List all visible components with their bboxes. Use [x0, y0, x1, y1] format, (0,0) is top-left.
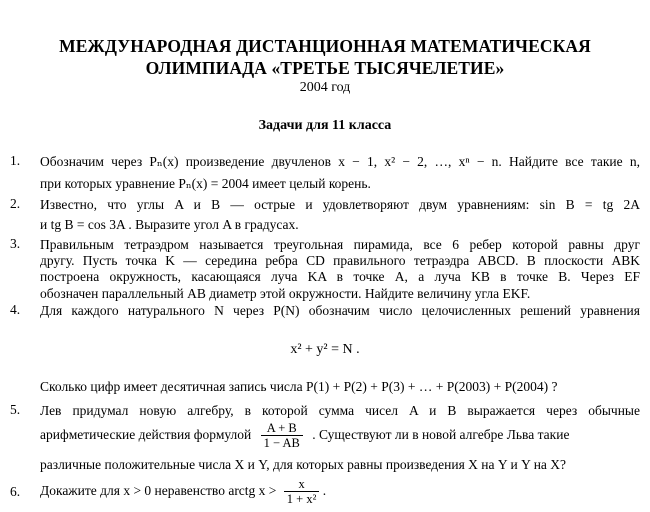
grade-subtitle: Задачи для 11 класса	[258, 118, 392, 133]
problem-4-line-1: Для каждого натурального N через P(N) обозначим число целочисленных решений уравнения	[40, 303, 640, 318]
problem-6-fraction	[284, 477, 320, 506]
problem-5-line-1: Лев придумал новую алгебру, в которой сумма чисел A и B выражается через обычные	[40, 403, 640, 418]
problem-5-line-2-after: . Существуют ли в новой алгебре Льва такие	[312, 427, 570, 442]
problem-5-line-2-before: арифметические действия формулой	[40, 427, 252, 442]
problem-4-line-2: Сколько цифр имеет десятичная запись числа P(1) + P(2) + P(3) + … + P(2003) + P(2004) ?	[40, 379, 558, 394]
problem-3-number: 3.	[10, 236, 21, 251]
problem-5-fraction-denominator: 1 − AB	[263, 436, 300, 451]
problem-6-fraction-denominator: 1 + x²	[286, 492, 317, 507]
problem-2-line-2: и tg B = cos 3A . Выразите угол A в градусах.	[40, 217, 299, 232]
problem-5-number: 5.	[10, 402, 21, 417]
problem-5-fraction-numerator: A + B	[261, 421, 303, 436]
problem-5-fraction	[261, 421, 303, 450]
problem-3-line-4: обозначен параллельный AB диаметр этой окружности. Найдите величину угла EKF.	[40, 286, 531, 301]
problem-3-line-3: построена окружность, касающаяся луча KA в точке A, а луча KB в точке B. Через EF	[40, 269, 640, 284]
problem-1-number: 1.	[10, 153, 21, 168]
problem-3-line-1: Правильным тетраэдром называется треугольная пирамида, все 6 ребер которой равны друг	[40, 237, 640, 252]
problem-2-line-1: Известно, что углы A и B — острые и удовлетворяют двум уравнениям: sin B = tg 2A	[40, 197, 640, 212]
problem-2-number: 2.	[10, 196, 21, 211]
problem-4-formula: x² + y² = N .	[290, 342, 360, 357]
olympiad-title-line-1: МЕЖДУНАРОДНАЯ ДИСТАНЦИОННАЯ МАТЕМАТИЧЕСКАЯ	[59, 36, 591, 56]
problem-6-number: 6.	[10, 484, 21, 499]
year-label: 2004 год	[299, 80, 351, 95]
problem-4-number: 4.	[10, 302, 21, 317]
problem-6-fraction-numerator: x	[284, 477, 320, 492]
problem-5-line-2	[40, 418, 640, 452]
problem-6-line-before: Докажите для x > 0 неравенство arctg x >	[40, 483, 277, 498]
olympiad-title-line-2: ОЛИМПИАДА «ТРЕТЬЕ ТЫСЯЧЕЛЕТИЕ»	[145, 58, 505, 78]
problem-6-line-after: .	[322, 483, 327, 498]
problem-1-line-2: при которых уравнение Pₙ(x) = 2004 имеет целый корень.	[40, 176, 371, 191]
problem-3-line-2: другу. Пусть точка K — середина ребра CD правильного тетраэдра ABCD. В плоскости ABK	[40, 253, 640, 268]
problem-1-line-1: Обозначим через Pₙ(x) произведение двучленов x − 1, x² − 2, …, xⁿ − n. Найдите все такие n,	[40, 154, 640, 169]
problem-6-line	[40, 472, 640, 510]
problem-5-line-3: различные положительные числа X и Y, для которых равны произведения X на Y и Y на X?	[40, 457, 567, 472]
